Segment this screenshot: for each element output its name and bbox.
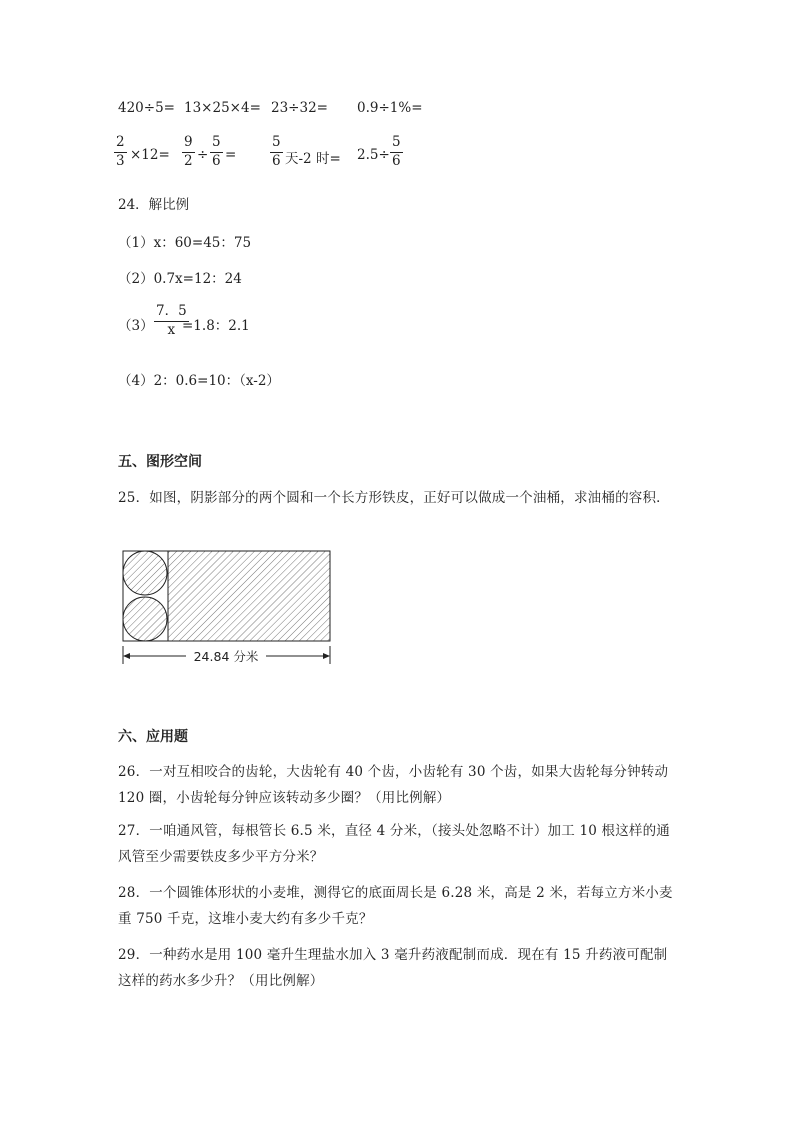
- q28-text: 28．一个圆锥体形状的小麦堆，测得它的底面周长是 6.28 米，高是 2 米，若每立方米小麦重 750 千克，这堆小麦大约有多少千克？: [118, 885, 673, 927]
- q26-text: 26．一对互相咬合的齿轮，大齿轮有 40 个齿，小齿轮有 30 个齿，如果大齿轮每分钟转动 120 圈，小齿轮每分钟应该转动多少圈？（用比例解）: [118, 764, 669, 806]
- fraction-denominator: 6: [392, 152, 401, 169]
- fraction-denominator: 6: [212, 152, 221, 169]
- fraction-numerator: 5: [210, 136, 223, 153]
- calc-fraction-2-3: [114, 136, 127, 168]
- calc-item-1: 420÷5=: [118, 100, 175, 116]
- calc-fraction-5-6-day: [270, 136, 283, 168]
- q25-text: 25．如图，阴影部分的两个圆和一个长方形铁皮，正好可以做成一个油桶，求油桶的容积．: [118, 490, 670, 506]
- calc-item-7-suffix: 天-2 时=: [285, 151, 341, 167]
- fraction-denominator: 3: [116, 152, 125, 169]
- calc-fraction-5-6-b: [390, 136, 403, 168]
- q24-part-1: （1）x：60=45：75: [118, 235, 252, 251]
- q27-text: 27．一咱通风管，每根管长 6.5 米，直径 4 分米，（接头处忽略不计）加工 10 根这样的通风管至少需要铁皮多少平方分米？: [118, 823, 671, 865]
- calc-item-2: 13×25×4=: [184, 100, 261, 116]
- calc-fraction-5-6: [210, 136, 223, 168]
- fraction-numerator: 9: [182, 136, 195, 153]
- fraction-numerator: 5: [270, 136, 283, 153]
- calc-item-5-suffix: ×12=: [130, 147, 170, 163]
- fraction-numerator: 5: [390, 136, 403, 153]
- divide-sign: ÷: [197, 147, 209, 163]
- top-circle: [123, 551, 167, 595]
- q24-part-3-suffix: =1.8：2.1: [182, 318, 250, 334]
- q24-part-4: （4）2：0.6=10：（x-2）: [118, 373, 280, 389]
- q24-part-3-prefix: （3）: [118, 318, 154, 334]
- rectangle-sheet: [168, 551, 330, 641]
- section-5-heading: 五、图形空间: [118, 454, 202, 470]
- q24-part-2: （2）0.7x=12：24: [118, 271, 242, 287]
- fraction-denominator: 2: [184, 152, 193, 169]
- oil-drum-net-figure: [118, 546, 338, 668]
- fraction-numerator: 7．5: [154, 305, 189, 322]
- figure-length-label: 24.84 分米: [193, 649, 259, 664]
- arrow-left-icon: [123, 653, 130, 659]
- q24-title: 24．解比例: [118, 197, 190, 213]
- calc-item-8-prefix: 2.5÷: [357, 147, 390, 163]
- calc-fraction-9-2: [182, 136, 195, 168]
- fraction-denominator: 6: [272, 152, 281, 169]
- section-6-heading: 六、应用题: [118, 729, 188, 745]
- bottom-circle: [123, 597, 167, 641]
- calc-item-4: 0.9÷1%=: [357, 100, 423, 116]
- fraction-denominator: x: [167, 321, 176, 338]
- calc-item-3: 23÷32=: [271, 100, 328, 116]
- calc-item-6-suffix: =: [225, 147, 237, 163]
- arrow-right-icon: [323, 653, 330, 659]
- q29-text: 29．一种药水是用 100 毫升生理盐水加入 3 毫升药液配制而成．现在有 15 升药液可配制这样的药水多少升？（用比例解）: [118, 947, 668, 989]
- fraction-numerator: 2: [114, 136, 127, 153]
